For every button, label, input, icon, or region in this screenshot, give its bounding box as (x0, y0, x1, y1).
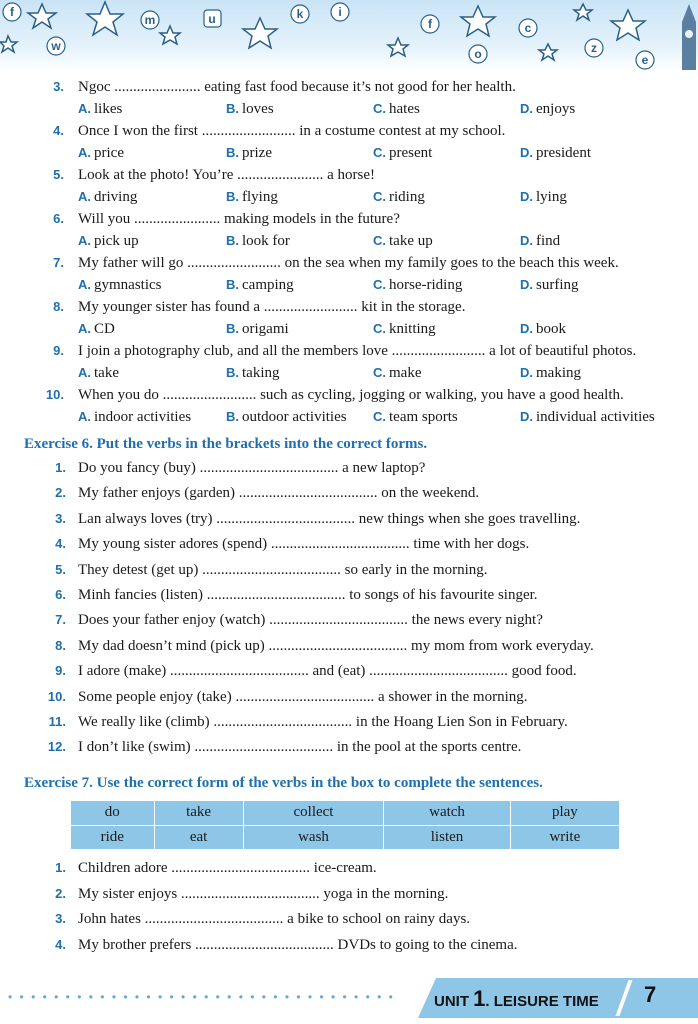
sentence-number: 3. (55, 510, 66, 526)
svg-text:i: i (338, 5, 342, 19)
answer-option[interactable] (78, 274, 162, 296)
option-letter: C. (373, 101, 386, 116)
star-icon (243, 18, 277, 48)
answer-option[interactable] (373, 406, 458, 428)
option-letter: A. (78, 365, 91, 380)
sentence-item (0, 857, 698, 879)
unit-word: UNIT (434, 993, 469, 1010)
option-text: president (536, 145, 591, 161)
answer-option[interactable] (373, 230, 433, 252)
option-text: hates (389, 101, 420, 117)
sentence-number: 6. (55, 587, 66, 602)
option-text: flying (242, 189, 278, 205)
option-text: pick up (94, 233, 139, 249)
exercise-6-title: Exercise 6. Put the verbs in the brackets into the correct forms. (24, 436, 428, 452)
option-text: make (389, 365, 422, 381)
option-letter: C. (373, 365, 386, 380)
star-icon (28, 4, 56, 28)
answer-option[interactable] (78, 406, 191, 428)
answer-options (0, 318, 698, 340)
answer-option[interactable] (78, 230, 139, 252)
answer-option[interactable] (78, 186, 137, 208)
sentence-number: 2. (55, 485, 66, 501)
option-letter: C. (373, 233, 386, 248)
question-stem: My younger sister has found a ......................... kit in the storage. (78, 299, 466, 315)
answer-option[interactable] (520, 318, 566, 340)
footer-dots: • • • • • • • • • • • • • • • • • • • • • • • • • • • • • • • • • • (8, 990, 395, 1004)
option-text: likes (94, 101, 123, 117)
option-text: individual activities (536, 409, 655, 425)
option-text: driving (94, 189, 138, 205)
verb-box-cell: wash (243, 825, 384, 850)
option-text: take (94, 365, 119, 381)
answer-option[interactable] (226, 230, 290, 252)
answer-option[interactable] (226, 406, 347, 428)
option-letter: B. (226, 277, 239, 292)
sentence-item (0, 660, 698, 682)
option-text: CD (94, 321, 115, 337)
option-letter: B. (226, 189, 239, 204)
answer-options (0, 274, 698, 296)
svg-text:f: f (10, 5, 14, 19)
sentence-text[interactable]: We really like (climb) ..................................... in the Hoang Lien Son in February. (78, 714, 568, 730)
sentence-text[interactable]: Children adore ..................................... ice-cream. (78, 860, 377, 876)
answer-option[interactable] (520, 274, 579, 296)
option-letter: D. (520, 277, 533, 292)
sentence-text[interactable]: My young sister adores (spend) ..................................... time with her dogs. (78, 536, 530, 553)
sentence-item (0, 883, 698, 905)
verb-box-cell: take (154, 801, 243, 826)
svg-text:k: k (296, 7, 304, 21)
option-letter: A. (78, 409, 91, 424)
svg-text:u: u (208, 12, 216, 26)
question-item (0, 120, 698, 142)
option-text: price (94, 145, 124, 161)
question-stem: I join a photography club, and all the members love ......................... a lot of beautiful photos. (78, 343, 637, 359)
sentence-number: 8. (55, 637, 66, 653)
option-text: outdoor activities (242, 409, 347, 425)
option-letter: C. (373, 189, 386, 204)
option-letter: B. (226, 233, 239, 248)
question-number: 7. (53, 255, 64, 270)
sentence-item (0, 533, 698, 555)
star-icon (87, 2, 123, 35)
star-icon (611, 10, 645, 40)
verb-box-cell: ride (71, 825, 155, 850)
svg-text:o: o (474, 47, 482, 61)
question-number: 6. (53, 211, 64, 226)
svg-text:f: f (428, 17, 432, 31)
question-stem: Will you ....................... making models in the future? (78, 211, 400, 227)
answer-option[interactable] (520, 142, 591, 164)
question-item (0, 296, 698, 318)
clock-tower-icon (682, 4, 696, 70)
answer-options (0, 98, 698, 120)
option-text: loves (242, 101, 274, 117)
sentence-number: 4. (55, 936, 66, 952)
answer-option[interactable] (373, 318, 436, 340)
option-letter: D. (520, 409, 533, 424)
option-letter: D. (520, 233, 533, 248)
question-number: 3. (53, 79, 64, 94)
answer-option[interactable] (373, 274, 462, 296)
star-icon (0, 36, 17, 52)
answer-option[interactable] (226, 362, 280, 384)
option-letter: D. (520, 189, 533, 204)
sentence-text[interactable]: I adore (make) ..................................... and (eat) ..................................... good food. (78, 663, 577, 680)
question-number: 5. (53, 167, 64, 182)
option-text: enjoys (536, 101, 576, 117)
answer-options (0, 142, 698, 164)
sentence-item (0, 908, 698, 930)
question-item (0, 76, 698, 98)
sentence-number: 2. (55, 885, 66, 901)
question-item (0, 164, 698, 186)
sentence-item (0, 584, 698, 606)
svg-text:z: z (591, 41, 597, 55)
answer-option[interactable] (373, 142, 432, 164)
option-text: book (536, 321, 566, 337)
answer-option[interactable] (226, 318, 289, 340)
question-item (0, 340, 698, 362)
answer-options (0, 362, 698, 384)
question-number: 9. (53, 343, 64, 358)
option-letter: A. (78, 101, 91, 116)
sentence-number: 7. (55, 612, 66, 628)
page-number: 7 (644, 982, 657, 1007)
sentence-item (0, 686, 698, 708)
answer-option[interactable] (78, 318, 115, 340)
sentence-text[interactable]: John hates ..................................... a bike to school on rainy days. (78, 911, 471, 927)
option-text: take up (389, 233, 433, 249)
unit-number: 1 (473, 986, 486, 1011)
star-icon (388, 38, 408, 56)
sentence-text[interactable]: Some people enjoy (take) ..................................... a shower in the morning. (78, 688, 528, 705)
option-letter: B. (226, 101, 239, 116)
option-text: making (536, 365, 581, 381)
verb-box-cell: do (71, 801, 155, 826)
option-letter: A. (78, 277, 91, 292)
banner-decoration (0, 0, 698, 70)
header-banner (0, 0, 698, 70)
answer-option[interactable] (78, 142, 124, 164)
option-text: prize (242, 145, 272, 161)
svg-text:e: e (641, 53, 649, 67)
sentence-number: 12. (47, 739, 66, 755)
option-letter: B. (226, 365, 239, 380)
answer-option[interactable] (226, 186, 278, 208)
option-text: look for (242, 233, 290, 249)
verb-box-cell: watch (384, 801, 510, 826)
answer-option[interactable] (373, 362, 421, 384)
question-stem: When you do ......................... such as cycling, jogging or walking, you have a good health. (78, 387, 624, 403)
sentence-text[interactable]: My father enjoys (garden) ..................................... on the weekend. (78, 485, 480, 502)
question-stem: Look at the photo! You’re ....................... a horse! (78, 167, 376, 183)
answer-options (0, 230, 698, 252)
sentence-number: 10. (47, 688, 66, 704)
star-icon (574, 4, 592, 20)
question-item (0, 384, 698, 406)
option-text: riding (389, 189, 425, 205)
answer-option[interactable] (226, 98, 274, 120)
answer-option[interactable] (373, 98, 420, 120)
option-letter: B. (226, 321, 239, 336)
option-letter: B. (226, 145, 239, 160)
sentence-text[interactable]: My dad doesn’t mind (pick up) ..................................... my mom from work everyday. (78, 637, 594, 654)
sentence-text[interactable]: My brother prefers ..................................... DVDs to going to the cinema. (78, 936, 518, 953)
sentence-text[interactable]: Lan always loves (try) ..................................... new things when she goes travelling. (78, 510, 581, 527)
sentence-text[interactable]: They detest (get up) ..................................... so early in the morning. (78, 561, 488, 578)
answer-options (0, 406, 698, 428)
option-text: taking (242, 365, 280, 381)
sentence-text[interactable]: Does your father enjoy (watch) ..................................... the news every night? (78, 612, 543, 629)
sentence-text[interactable]: Do you fancy (buy) ..................................... a new laptop? (78, 460, 426, 476)
answer-option[interactable] (520, 406, 655, 428)
question-stem: My father will go ......................... on the sea when my family goes to the beach this week. (78, 255, 619, 271)
sentence-number: 9. (55, 663, 66, 679)
verb-box-cell: eat (154, 825, 243, 850)
sentence-number: 3. (55, 911, 66, 926)
svg-text:c: c (524, 21, 532, 35)
option-letter: A. (78, 321, 91, 336)
sentence-item (0, 934, 698, 956)
sentence-number: 4. (55, 536, 66, 552)
option-letter: B. (226, 409, 239, 424)
option-text: horse-riding (389, 277, 463, 293)
option-letter: A. (78, 189, 91, 204)
sentence-item (0, 457, 698, 479)
question-item (0, 208, 698, 230)
sentence-text[interactable]: I don’t like (swim) ..................................... in the pool at the sports centre. (78, 739, 522, 756)
answer-option[interactable] (520, 98, 575, 120)
option-letter: A. (78, 145, 91, 160)
question-number: 8. (53, 299, 64, 314)
option-letter: A. (78, 233, 91, 248)
option-text: knitting (389, 321, 436, 337)
star-icon (160, 26, 180, 44)
answer-option[interactable] (78, 362, 119, 384)
svg-text:m: m (144, 13, 156, 27)
sentence-text[interactable]: My sister enjoys ..................................... yoga in the morning. (78, 885, 449, 902)
svg-text:w: w (51, 39, 61, 53)
question-stem: Once I won the first ......................... in a costume contest at my school. (78, 123, 506, 139)
star-icon (461, 6, 495, 36)
option-letter: D. (520, 145, 533, 160)
sentence-text[interactable]: Minh fancies (listen) ..................................... to songs of his favourite singer. (78, 587, 538, 603)
option-text: present (389, 145, 433, 161)
question-item (0, 252, 698, 274)
answer-option[interactable] (520, 186, 567, 208)
option-letter: C. (373, 409, 386, 424)
sentence-item (0, 635, 698, 657)
option-letter: D. (520, 321, 533, 336)
question-number: 10. (45, 387, 64, 402)
answer-option[interactable] (226, 274, 294, 296)
sentence-item (0, 508, 698, 530)
sentence-number: 1. (55, 860, 66, 875)
verb-box-cell: collect (243, 801, 384, 826)
verb-box-cell: write (510, 825, 619, 850)
option-text: gymnastics (94, 277, 162, 293)
sentence-item (0, 559, 698, 581)
option-text: team sports (389, 409, 458, 425)
answer-options (0, 186, 698, 208)
option-text: camping (242, 277, 294, 293)
option-text: origami (242, 321, 289, 337)
unit-title: . LEISURE TIME (485, 993, 599, 1010)
sentence-number: 11. (48, 714, 66, 729)
verb-box-cell: play (510, 801, 619, 826)
answer-option[interactable] (520, 362, 581, 384)
answer-option[interactable] (226, 142, 272, 164)
option-text: surfing (536, 277, 579, 293)
exercise-7-title: Exercise 7. Use the correct form of the verbs in the box to complete the sentences. (24, 775, 543, 791)
option-letter: C. (373, 145, 386, 160)
sentence-item (0, 609, 698, 631)
option-text: find (536, 233, 561, 249)
option-letter: D. (520, 365, 533, 380)
option-text: lying (536, 189, 567, 205)
verb-box-cell: listen (384, 825, 510, 850)
option-letter: C. (373, 321, 386, 336)
sentence-item (0, 736, 698, 758)
answer-option[interactable] (78, 98, 122, 120)
question-stem: Ngoc ....................... eating fast food because it’s not good for her health. (78, 79, 516, 95)
option-text: indoor activities (94, 409, 192, 425)
answer-option[interactable] (520, 230, 560, 252)
sentence-item (0, 482, 698, 504)
option-letter: C. (373, 277, 386, 292)
sentence-number: 5. (55, 561, 66, 577)
option-letter: D. (520, 101, 533, 116)
sentence-item (0, 711, 698, 733)
unit-label (434, 986, 599, 1012)
sentence-number: 1. (55, 460, 66, 475)
answer-option[interactable] (373, 186, 425, 208)
verb-box (70, 800, 620, 850)
star-icon (539, 44, 557, 60)
question-number: 4. (53, 123, 64, 138)
